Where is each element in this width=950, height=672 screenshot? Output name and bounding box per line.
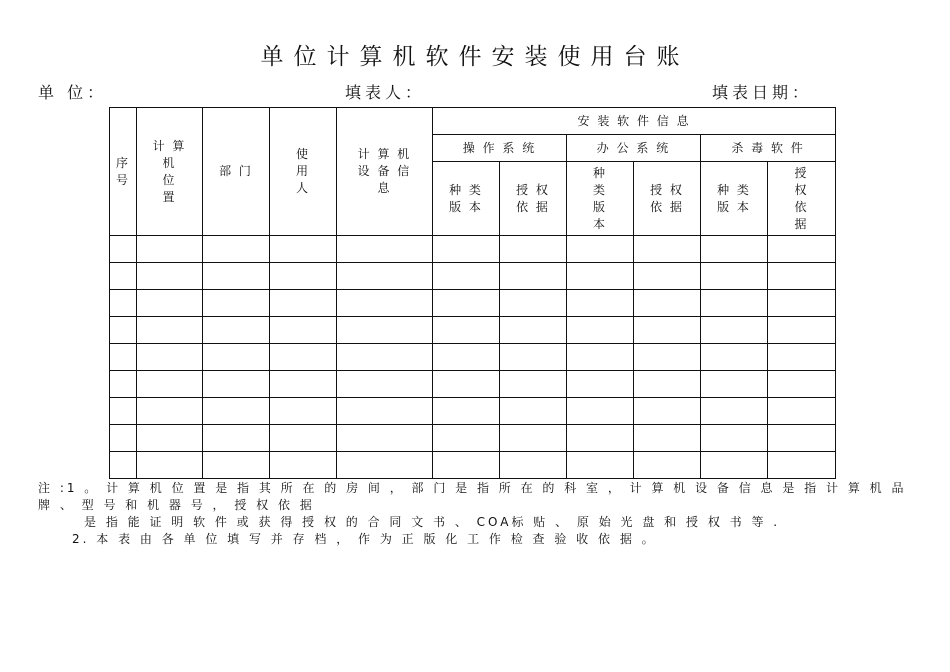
- table-cell[interactable]: [634, 236, 701, 263]
- table-cell[interactable]: [203, 344, 270, 371]
- table-cell[interactable]: [500, 344, 567, 371]
- page-title: 单位计算机软件安装使用台账: [260, 44, 690, 70]
- table-cell[interactable]: [337, 371, 433, 398]
- header-office: 办 公 系 统: [567, 135, 701, 162]
- table-cell[interactable]: [337, 344, 433, 371]
- table-cell[interactable]: [701, 344, 768, 371]
- table-cell[interactable]: [634, 290, 701, 317]
- table-row: [110, 263, 836, 290]
- table-cell[interactable]: [110, 263, 137, 290]
- table-cell[interactable]: [433, 317, 500, 344]
- table-cell[interactable]: [500, 263, 567, 290]
- table-cell[interactable]: [768, 452, 836, 479]
- table-cell[interactable]: [203, 236, 270, 263]
- header-antivirus: 杀 毒 软 件: [701, 135, 836, 162]
- table-cell[interactable]: [137, 290, 203, 317]
- table-row: [110, 317, 836, 344]
- table-cell[interactable]: [567, 236, 634, 263]
- table-cell[interactable]: [433, 344, 500, 371]
- table-cell[interactable]: [567, 263, 634, 290]
- table-cell[interactable]: [768, 425, 836, 452]
- table-cell[interactable]: [110, 371, 137, 398]
- table-cell[interactable]: [768, 398, 836, 425]
- table-cell[interactable]: [110, 452, 137, 479]
- table-row: [110, 398, 836, 425]
- table-cell[interactable]: [137, 398, 203, 425]
- table-cell[interactable]: [500, 371, 567, 398]
- table-row: [110, 236, 836, 263]
- table-cell[interactable]: [337, 317, 433, 344]
- table-cell[interactable]: [137, 317, 203, 344]
- table-cell[interactable]: [137, 236, 203, 263]
- table-cell[interactable]: [433, 425, 500, 452]
- table-cell[interactable]: [110, 317, 137, 344]
- table-cell[interactable]: [500, 452, 567, 479]
- table-cell[interactable]: [337, 425, 433, 452]
- table-cell[interactable]: [701, 452, 768, 479]
- date-label: 填表日期：: [712, 83, 813, 102]
- table-cell[interactable]: [433, 263, 500, 290]
- table-cell[interactable]: [768, 290, 836, 317]
- table-cell[interactable]: [337, 236, 433, 263]
- table-cell[interactable]: [433, 290, 500, 317]
- table-cell[interactable]: [203, 398, 270, 425]
- header-location: 计 算 机 位 置: [137, 108, 203, 236]
- table-cell[interactable]: [337, 398, 433, 425]
- table-cell[interactable]: [500, 290, 567, 317]
- table-cell[interactable]: [768, 317, 836, 344]
- table-cell[interactable]: [433, 236, 500, 263]
- unit-label: 单 位：: [38, 83, 108, 102]
- table-cell[interactable]: [110, 425, 137, 452]
- table-cell[interactable]: [270, 425, 337, 452]
- table-cell[interactable]: [500, 425, 567, 452]
- table-cell[interactable]: [567, 317, 634, 344]
- table-cell[interactable]: [433, 371, 500, 398]
- note-line-2: 2. 本 表 由 各 单 位 填 写 并 存 档 ， 作 为 正 版 化 工 作 检 查 验 收 依 据 。: [72, 532, 657, 546]
- table-cell[interactable]: [701, 317, 768, 344]
- table-cell[interactable]: [137, 452, 203, 479]
- table-cell[interactable]: [701, 290, 768, 317]
- table-cell[interactable]: [270, 371, 337, 398]
- table-cell[interactable]: [768, 344, 836, 371]
- header-seq: 序 号: [110, 108, 137, 236]
- table-cell[interactable]: [634, 452, 701, 479]
- table-cell[interactable]: [110, 290, 137, 317]
- table-cell[interactable]: [768, 263, 836, 290]
- table-cell[interactable]: [110, 236, 137, 263]
- header-os-type: 种 类 版 本: [433, 162, 500, 236]
- header-av-license: 授 权 依 据: [768, 162, 836, 236]
- note-line-1: 注 :1 。 计 算 机 位 置 是 指 其 所 在 的 房 间 ， 部 门 是 指 所 在 的 科 室 ， 计 算 机 设 备 信 息 是 指 计 算 机 品 牌 、 型 号 和 机 器 号 ， 授 权 依 据: [38, 481, 907, 512]
- table-cell[interactable]: [337, 452, 433, 479]
- table-cell[interactable]: [634, 263, 701, 290]
- table-cell[interactable]: [137, 371, 203, 398]
- header-os-license: 授 权 依 据: [500, 162, 567, 236]
- table-cell[interactable]: [203, 371, 270, 398]
- note-line-1-cont: 是 指 能 证 明 软 件 或 获 得 授 权 的 合 同 文 书 、 COA标 贴 、 原 始 光 盘 和 授 权 书 等 .: [84, 515, 781, 529]
- table-cell[interactable]: [337, 263, 433, 290]
- header-install-info: 安 装 软 件 信 息: [433, 108, 836, 135]
- header-device-info: 计 算 机 设 备 信 息: [337, 108, 433, 236]
- table-cell[interactable]: [701, 236, 768, 263]
- table-cell[interactable]: [203, 452, 270, 479]
- table-cell[interactable]: [567, 344, 634, 371]
- header-office-license: 授 权 依 据: [634, 162, 701, 236]
- table-row: [110, 290, 836, 317]
- table-cell[interactable]: [433, 452, 500, 479]
- table-cell[interactable]: [203, 263, 270, 290]
- table-cell[interactable]: [203, 290, 270, 317]
- table-cell[interactable]: [270, 344, 337, 371]
- table-cell[interactable]: [634, 398, 701, 425]
- table-cell[interactable]: [270, 317, 337, 344]
- table-cell[interactable]: [270, 263, 337, 290]
- table-row: [110, 344, 836, 371]
- table-cell[interactable]: [500, 317, 567, 344]
- table-cell[interactable]: [567, 452, 634, 479]
- table-cell[interactable]: [701, 263, 768, 290]
- table-cell[interactable]: [137, 263, 203, 290]
- table-cell[interactable]: [701, 398, 768, 425]
- table-cell[interactable]: [137, 425, 203, 452]
- table-cell[interactable]: [634, 425, 701, 452]
- header-user: 使 用 人: [270, 108, 337, 236]
- table-cell[interactable]: [567, 398, 634, 425]
- table-cell[interactable]: [500, 398, 567, 425]
- header-office-type: 种 类 版 本: [567, 162, 634, 236]
- table-row: [110, 452, 836, 479]
- table-cell[interactable]: [567, 290, 634, 317]
- table-row: [110, 425, 836, 452]
- filler-label: 填表人：: [345, 83, 426, 102]
- table-cell[interactable]: [270, 398, 337, 425]
- table-cell[interactable]: [203, 317, 270, 344]
- header-dept: 部 门: [203, 108, 270, 236]
- table-cell[interactable]: [567, 425, 634, 452]
- table-cell[interactable]: [768, 371, 836, 398]
- table-cell[interactable]: [337, 290, 433, 317]
- notes: [38, 480, 908, 548]
- table-row: [110, 371, 836, 398]
- table-cell[interactable]: [433, 398, 500, 425]
- table-cell[interactable]: [701, 371, 768, 398]
- table-cell[interactable]: [110, 398, 137, 425]
- table-cell[interactable]: [500, 236, 567, 263]
- software-ledger-table: [109, 107, 836, 479]
- table-cell[interactable]: [270, 290, 337, 317]
- table-cell[interactable]: [110, 344, 137, 371]
- table-cell[interactable]: [701, 425, 768, 452]
- table-cell[interactable]: [567, 371, 634, 398]
- table-cell[interactable]: [634, 317, 701, 344]
- table-cell[interactable]: [203, 425, 270, 452]
- table-cell[interactable]: [270, 236, 337, 263]
- table-cell[interactable]: [634, 371, 701, 398]
- table-cell[interactable]: [137, 344, 203, 371]
- header-os: 操 作 系 统: [433, 135, 567, 162]
- header-av-type: 种 类 版 本: [701, 162, 768, 236]
- table-cell[interactable]: [634, 344, 701, 371]
- table-cell[interactable]: [768, 236, 836, 263]
- table-cell[interactable]: [270, 452, 337, 479]
